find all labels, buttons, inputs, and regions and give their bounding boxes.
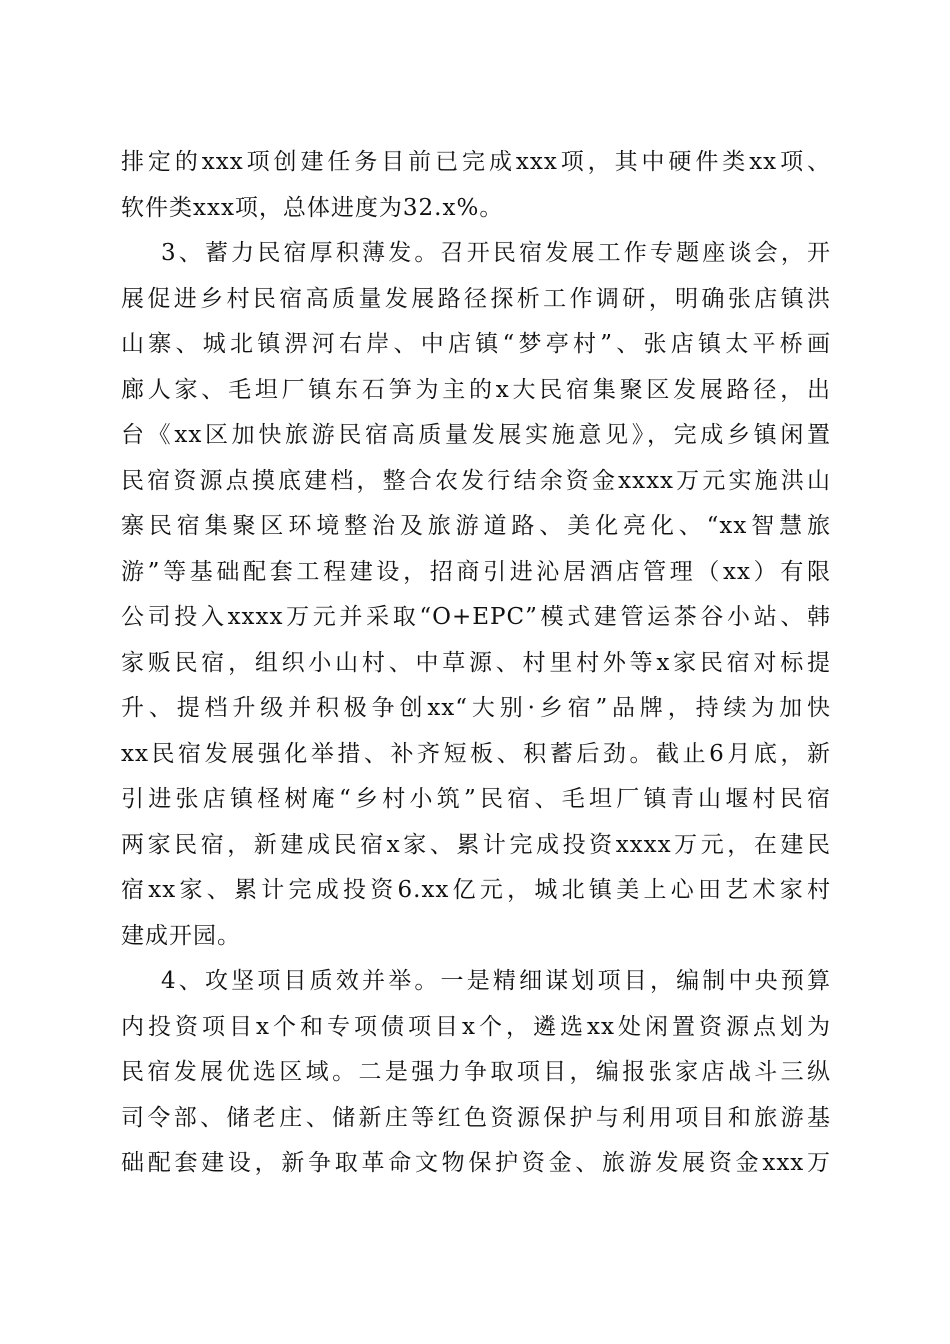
text-line-10: 游”等基础配套工程建设，招商引进沁居酒店管理（xx）有限 [121,558,831,585]
text-line-6: 廊人家、毛坦厂镇东石笋为主的x大民宿集聚区发展路径，出 [121,376,831,403]
text-line-7: 台《xx区加快旅游民宿高质量发展实施意见》，完成乡镇闲置 [121,422,831,448]
text-line-2: 软件类xxx项，总体进度为32.x%。 [121,194,504,221]
text-line-17: 宿xx家、累计完成投资6.xx亿元，城北镇美上心田艺术家村 [121,877,831,903]
text-line-18: 建成开园。 [121,922,241,949]
text-line-5: 山寨、城北镇淠河右岸、中店镇“梦亭村”、张店镇太平桥画 [121,331,831,357]
text-line-13: 升、提档升级并积极争创xx“大别·乡宿”品牌，持续为加快 [121,695,831,721]
text-line-19: 4、攻坚项目质效并举。一是精细谋划项目，编制中央预算 [161,968,831,994]
text-line-15: 引进张店镇柽树庵“乡村小筑”民宿、毛坦厂镇青山堰村民宿 [121,786,831,812]
text-line-21: 民宿发展优选区域。二是强力争取项目，编报张家店战斗三纵 [121,1059,831,1085]
text-line-3: 3、蓄力民宿厚积薄发。召开民宿发展工作专题座谈会，开 [161,240,831,266]
text-line-11: 公司投入xxxx万元并采取“O+EPC”模式建管运茶谷小站、韩 [121,604,831,630]
text-line-20: 内投资项目x个和专项债项目x个，遴选xx处闲置资源点划为 [121,1013,831,1040]
text-line-16: 两家民宿，新建成民宿x家、累计完成投资xxxx万元，在建民 [121,831,831,858]
text-line-4: 展促进乡村民宿高质量发展路径探析工作调研，明确张店镇洪 [121,285,831,312]
document-body [121,140,831,1187]
text-line-22: 司令部、储老庄、储新庄等红色资源保护与利用项目和旅游基 [121,1104,831,1131]
text-line-8: 民宿资源点摸底建档，整合农发行结余资金xxxx万元实施洪山 [121,467,831,494]
text-line-14: xx民宿发展强化举措、补齐短板、积蓄后劲。截止6月底，新 [121,740,831,767]
text-line-23: 础配套建设，新争取革命文物保护资金、旅游发展资金xxx万 [121,1150,831,1176]
text-line-1: 排定的xxx项创建任务目前已完成xxx项，其中硬件类xx项、 [121,149,831,175]
text-line-9: 寨民宿集聚区环境整治及旅游道路、美化亮化、“xx智慧旅 [121,513,831,539]
text-line-12: 家贩民宿，组织小山村、中草源、村里村外等x家民宿对标提 [121,649,831,676]
